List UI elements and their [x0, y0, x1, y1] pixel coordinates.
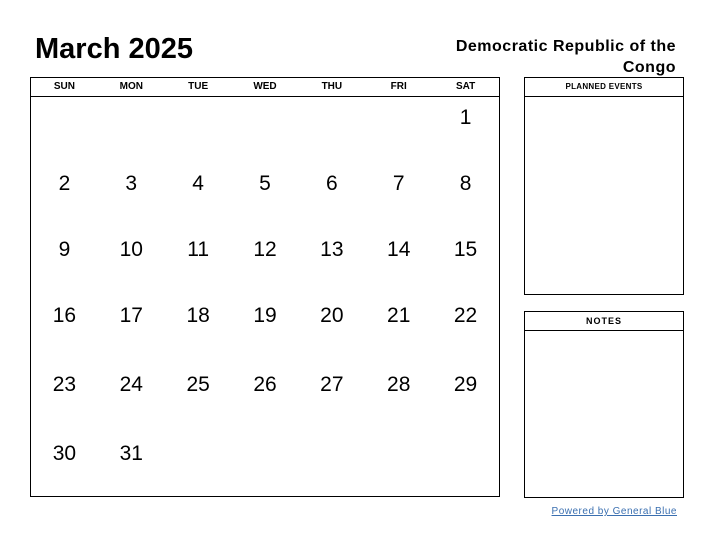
day-cell: 15 [453, 238, 478, 261]
day-cell: 20 [320, 304, 344, 327]
day-cell: 16 [52, 304, 77, 327]
day-cell: 22 [453, 304, 478, 327]
weekday-label: FRI [390, 81, 407, 92]
weekday-label: TUE [188, 81, 209, 92]
day-cell: 17 [119, 304, 143, 327]
day-cell: 28 [387, 373, 411, 396]
day-cell: 7 [392, 172, 405, 195]
day-cell: 29 [453, 373, 478, 396]
day-cell: 10 [119, 238, 143, 261]
day-cell: 6 [326, 172, 338, 195]
empty-day-cell [298, 97, 365, 163]
day-cell: 13 [320, 238, 344, 261]
empty-day-cell [165, 433, 232, 499]
empty-day-cell [165, 97, 232, 163]
day-cell: 19 [253, 304, 277, 327]
day-cell: 27 [320, 373, 344, 396]
country-name: Democratic Republic of the Congo [455, 38, 676, 76]
powered-by-link[interactable]: Powered by General Blue [551, 506, 677, 517]
weekday-header-row [31, 78, 499, 97]
day-cell: 11 [187, 238, 210, 261]
planned-events-box [524, 77, 684, 295]
planned-events-header: PLANNED EVENTS [525, 78, 683, 97]
day-cell: 8 [459, 172, 472, 195]
day-grid [31, 97, 499, 499]
day-cell: 12 [253, 238, 277, 261]
day-cell: 2 [58, 172, 71, 195]
day-cell: 26 [253, 373, 277, 396]
day-cell: 25 [186, 373, 210, 396]
day-cell: 30 [52, 442, 77, 465]
empty-day-cell [432, 433, 499, 499]
weekday-label: MON [119, 81, 143, 92]
day-cell: 24 [119, 373, 143, 396]
day-cell: 5 [259, 172, 271, 195]
empty-day-cell [365, 97, 432, 163]
notes-header: NOTES [525, 312, 683, 331]
day-cell: 9 [58, 238, 71, 261]
empty-day-cell [31, 97, 98, 163]
day-cell: 31 [119, 442, 143, 465]
day-cell: 1 [459, 106, 472, 129]
empty-day-cell [98, 97, 165, 163]
weekday-label: SUN [53, 81, 75, 92]
calendar-grid [30, 77, 500, 497]
day-cell: 18 [186, 304, 210, 327]
day-cell: 3 [125, 172, 138, 195]
page-title: March 2025 [35, 33, 193, 65]
weekday-label: THU [321, 81, 343, 92]
weekday-label: WED [253, 81, 277, 92]
day-cell: 4 [192, 172, 204, 195]
weekday-label: SAT [455, 81, 476, 92]
notes-box [524, 311, 684, 498]
day-cell: 23 [52, 373, 77, 396]
day-cell: 14 [387, 238, 411, 261]
empty-day-cell [365, 433, 432, 499]
empty-day-cell [232, 97, 299, 163]
day-cell: 21 [387, 304, 411, 327]
empty-day-cell [232, 433, 299, 499]
empty-day-cell [298, 433, 365, 499]
